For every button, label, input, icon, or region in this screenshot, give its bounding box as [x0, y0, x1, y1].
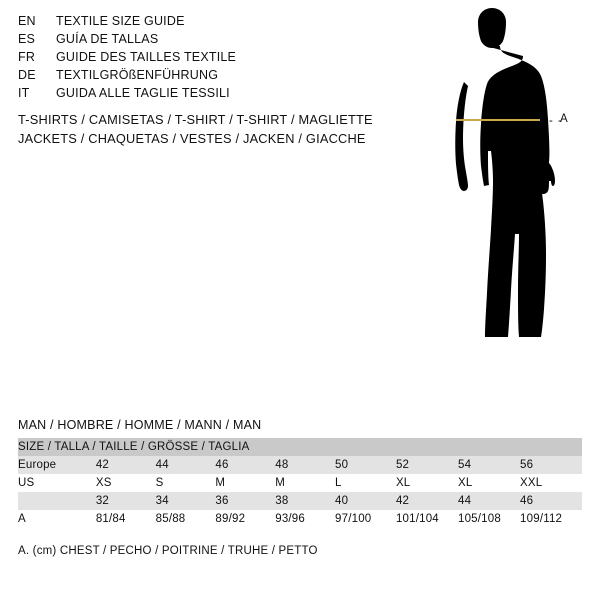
cell-value: XS [96, 474, 156, 492]
table-row [18, 510, 582, 528]
table-row [18, 492, 582, 510]
cell-value: 97/100 [335, 510, 396, 528]
language-text: GUIDA ALLE TAGLIE TESSILI [56, 86, 230, 100]
category-line-tshirts: T-SHIRTS / CAMISETAS / T-SHIRT / T-SHIRT / MAGLIETTE [18, 112, 373, 127]
row-label: US [18, 474, 96, 492]
cell-value: 44 [458, 492, 520, 510]
cell-value: 109/112 [520, 510, 582, 528]
cell-value: 50 [335, 456, 396, 474]
category-list [18, 110, 438, 148]
language-code: ES [18, 32, 36, 46]
language-text: TEXTILE SIZE GUIDE [56, 14, 185, 28]
cell-value: 46 [215, 456, 275, 474]
cell-value: M [275, 474, 335, 492]
language-code: EN [18, 14, 36, 28]
cell-value: 48 [275, 456, 335, 474]
language-code: IT [18, 86, 30, 100]
cell-value: 101/104 [396, 510, 458, 528]
cell-value: 44 [156, 456, 216, 474]
footnote: A. (cm) CHEST / PECHO / POITRINE / TRUHE / PETTO [18, 545, 318, 557]
cell-value: 89/92 [215, 510, 275, 528]
table-header-row [18, 438, 582, 456]
cell-value: 105/108 [458, 510, 520, 528]
cell-value: 93/96 [275, 510, 335, 528]
male-silhouette-icon [400, 8, 600, 408]
cell-value: 42 [96, 456, 156, 474]
language-code: DE [18, 68, 36, 82]
cell-value: 46 [520, 492, 582, 510]
table-row [18, 474, 582, 492]
language-code: FR [18, 50, 36, 64]
category-line-jackets: JACKETS / CHAQUETAS / VESTES / JACKEN / GIACCHE [18, 131, 366, 146]
language-row [18, 14, 398, 32]
cell-value: 40 [335, 492, 396, 510]
language-text: GUIDE DES TAILLES TEXTILE [56, 50, 237, 64]
table-title: MAN / HOMBRE / HOMME / MANN / MAN [18, 418, 262, 432]
cell-value: 42 [396, 492, 458, 510]
measure-marker-a: A [560, 113, 569, 125]
row-label: A [18, 510, 96, 528]
size-table-block [18, 418, 582, 528]
cell-value: L [335, 474, 396, 492]
row-label [18, 492, 96, 510]
cell-value: XXL [520, 474, 582, 492]
cell-value: S [156, 474, 216, 492]
cell-value: 36 [215, 492, 275, 510]
cell-value: XL [396, 474, 458, 492]
language-row [18, 68, 398, 86]
cell-value: 81/84 [96, 510, 156, 528]
table-header-label: SIZE / TALLA / TAILLE / GRÖSSE / TAGLIA [18, 438, 582, 456]
cell-value: XL [458, 474, 520, 492]
language-list [18, 14, 398, 104]
row-label: Europe [18, 456, 96, 474]
cell-value: 32 [96, 492, 156, 510]
language-text: GUÍA DE TALLAS [56, 32, 159, 46]
cell-value: 52 [396, 456, 458, 474]
language-row [18, 32, 398, 50]
size-table [18, 438, 582, 528]
language-row [18, 86, 398, 104]
cell-value: 38 [275, 492, 335, 510]
cell-value: 34 [156, 492, 216, 510]
language-text: TEXTILGRÖßENFÜHRUNG [56, 68, 219, 82]
body-figure [400, 8, 600, 408]
language-row [18, 50, 398, 68]
cell-value: 85/88 [156, 510, 216, 528]
cell-value: 54 [458, 456, 520, 474]
table-row [18, 456, 582, 474]
cell-value: M [215, 474, 275, 492]
marker-dash-line: - - - [540, 115, 563, 127]
cell-value: 56 [520, 456, 582, 474]
